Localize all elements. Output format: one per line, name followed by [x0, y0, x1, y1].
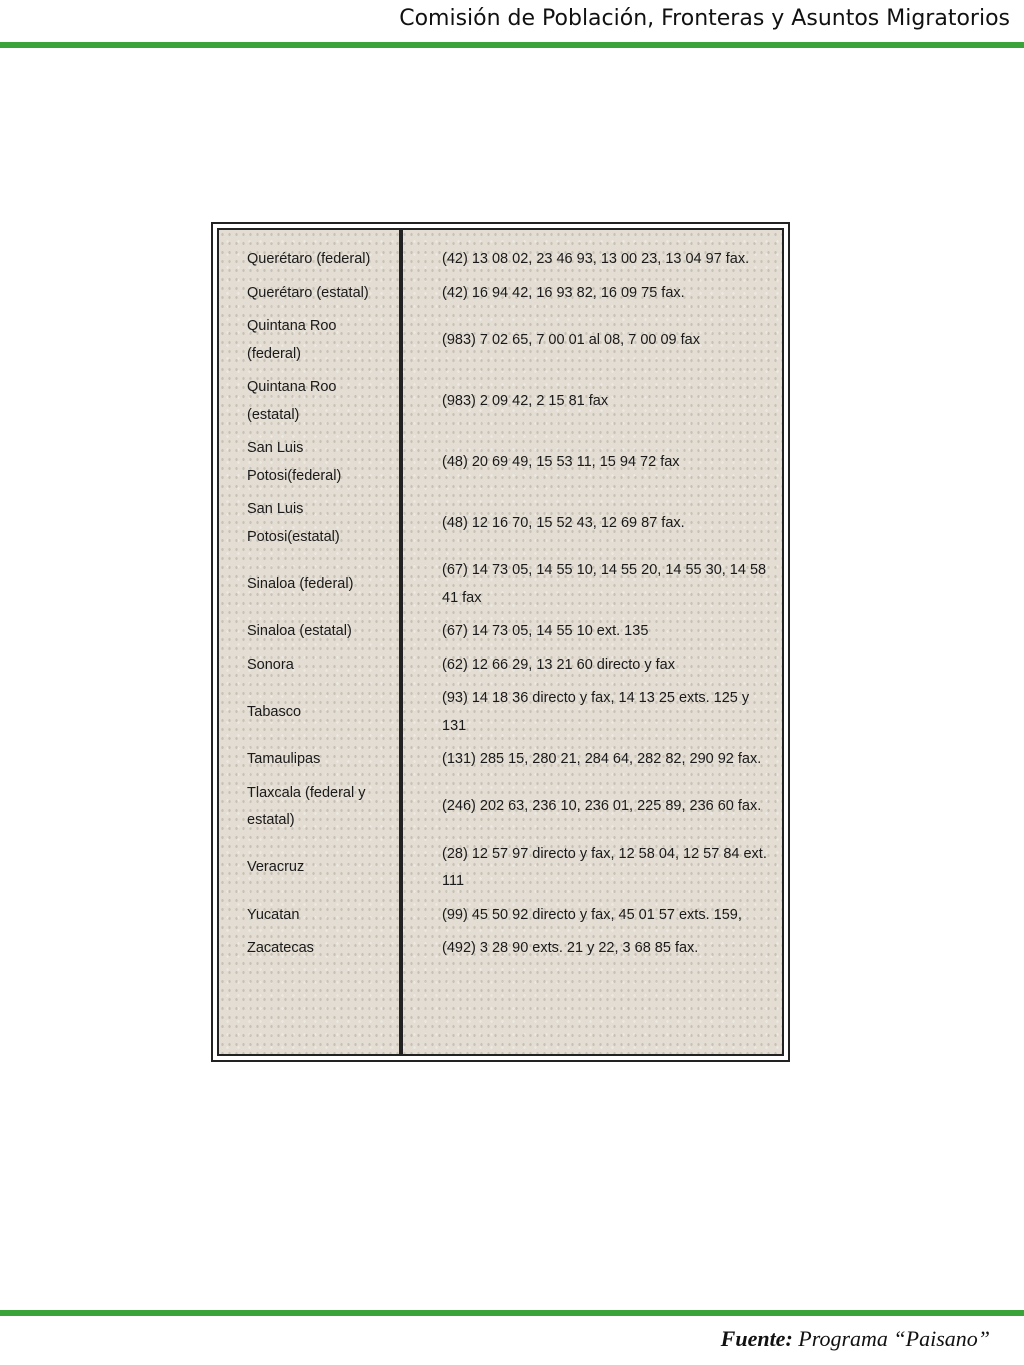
state-cell: Tamaulipas — [247, 751, 321, 767]
state-cell: Veracruz — [247, 859, 305, 876]
phone-cell: (62) 12 66 29, 13 21 60 directo y fax — [442, 656, 675, 673]
state-cell: San Luis Potosi(estatal) — [247, 501, 340, 545]
state-cell: Yucatan — [247, 906, 300, 923]
phone-cell: (983) 2 09 42, 2 15 81 fax — [442, 392, 609, 409]
table-row — [219, 746, 782, 774]
table-row — [219, 557, 782, 612]
state-cell: Sonora — [247, 656, 294, 673]
state-cell: Tlaxcala (federal y estatal) — [247, 784, 366, 828]
table-row — [219, 496, 782, 551]
table-row — [219, 685, 782, 740]
state-cell: Tabasco — [247, 703, 302, 720]
header-divider — [0, 42, 1024, 48]
state-cell: Querétaro (estatal) — [247, 284, 369, 301]
table-row — [219, 374, 782, 429]
phone-cell: (67) 14 73 05, 14 55 10, 14 55 20, 14 55 30, 14 58 41 fax — [442, 562, 767, 606]
source-citation — [721, 1326, 990, 1352]
phone-cell: (28) 12 57 97 directo y fax, 12 58 04, 12 57 84 ext. 111 — [442, 845, 767, 889]
table-row — [219, 780, 782, 835]
table-row — [219, 841, 782, 896]
state-cell: Sinaloa (federal) — [247, 575, 354, 592]
footer-divider — [0, 1310, 1024, 1316]
table-row — [219, 435, 782, 490]
state-cell: Sinaloa (estatal) — [247, 623, 352, 639]
phone-cell: (983) 7 02 65, 7 00 01 al 08, 7 00 09 fax — [442, 331, 700, 348]
phone-cell: (99) 45 50 92 directo y fax, 45 01 57 exts. 159, — [442, 906, 742, 923]
table-row — [219, 618, 782, 646]
state-cell: Quintana Roo (estatal) — [247, 379, 337, 423]
source-label: Fuente: — [720, 1326, 793, 1351]
table-row — [219, 935, 782, 963]
source-text: Programa “Paisano” — [798, 1326, 990, 1351]
phone-cell: (246) 202 63, 236 10, 236 01, 225 89, 236 60 fax. — [442, 798, 762, 815]
page-header-title: Comisión de Población, Fronteras y Asuntos Migratorios — [399, 6, 1010, 31]
phone-cell: (48) 20 69 49, 15 53 11, 15 94 72 fax — [442, 453, 680, 470]
phone-cell: (42) 16 94 42, 16 93 82, 16 09 75 fax. — [442, 284, 685, 301]
state-cell: San Luis Potosi(federal) — [247, 440, 342, 484]
phone-cell: (42) 13 08 02, 23 46 93, 13 00 23, 13 04 97 fax. — [442, 251, 750, 267]
table-row — [219, 902, 782, 930]
state-cell: Querétaro (federal) — [247, 251, 371, 267]
phone-cell: (492) 3 28 90 exts. 21 y 22, 3 68 85 fax. — [442, 940, 699, 956]
table-body — [217, 228, 784, 1056]
table-row — [219, 246, 782, 274]
phone-cell: (93) 14 18 36 directo y fax, 14 13 25 exts. 125 y 131 — [442, 690, 750, 734]
table-row — [219, 313, 782, 368]
table-row — [219, 652, 782, 680]
directory-table — [211, 222, 790, 1062]
phone-cell: (131) 285 15, 280 21, 284 64, 282 82, 290 92 fax. — [442, 751, 762, 767]
state-cell: Quintana Roo (federal) — [247, 318, 337, 362]
phone-cell: (48) 12 16 70, 15 52 43, 12 69 87 fax. — [442, 514, 685, 531]
state-cell: Zacatecas — [247, 940, 314, 956]
table-row — [219, 280, 782, 308]
phone-cell: (67) 14 73 05, 14 55 10 ext. 135 — [442, 623, 649, 639]
